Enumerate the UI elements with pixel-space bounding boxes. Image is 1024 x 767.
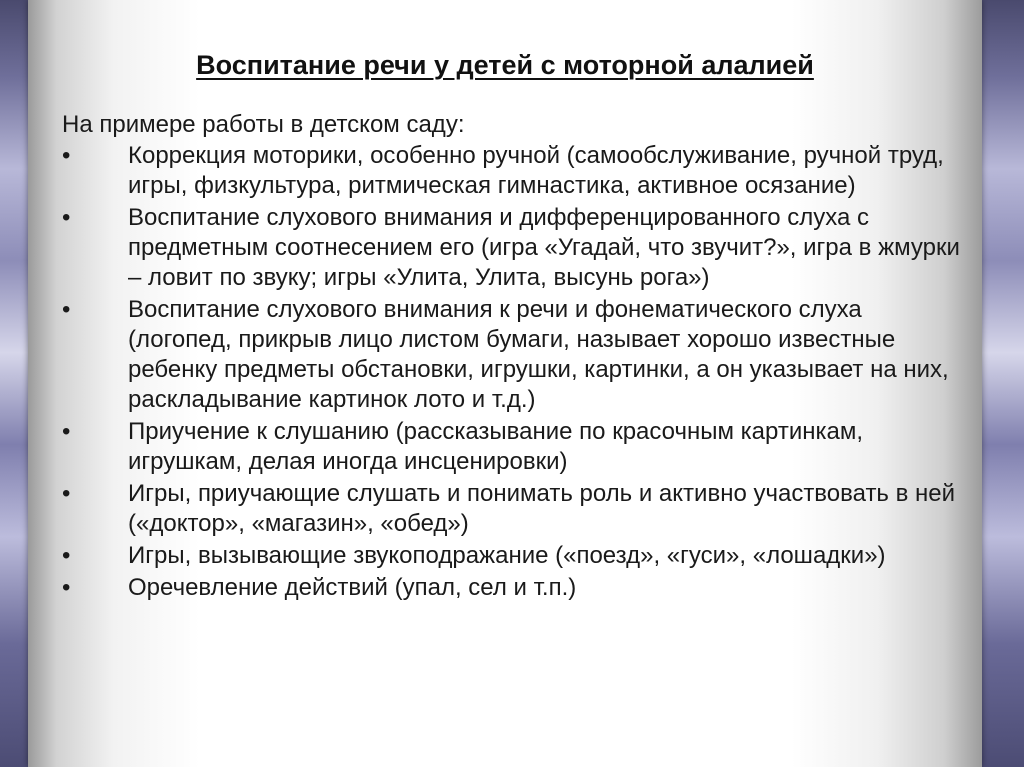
list-item-text: Оречевление действий (упал, сел и т.п.) <box>128 574 577 601</box>
bullet-icon: • <box>62 142 71 169</box>
list-item-text: Приучение к слушанию (рассказывание по красочным картинкам, игрушкам, делая иногда инсценировки) <box>128 418 864 475</box>
bullet-icon: • <box>62 542 71 569</box>
list-item-text: Воспитание слухового внимания и дифференцированного слуха с предметным соотнесением его (игра «Угадай, что звучит?», игра в жмурки – ловит по звуку; игры «Улита, Улита, высунь рога») <box>128 204 960 291</box>
slide-title <box>28 48 982 82</box>
slide-content <box>62 110 962 605</box>
list-item <box>62 203 962 293</box>
bullet-icon: • <box>62 418 71 445</box>
intro-text: На примере работы в детском саду: <box>62 111 465 138</box>
bullet-list <box>62 141 962 603</box>
slide <box>28 0 982 767</box>
bullet-icon: • <box>62 204 71 231</box>
bullet-icon: • <box>62 574 71 601</box>
list-item-text: Игры, вызывающие звукоподражание («поезд», «гуси», «лошадки») <box>128 542 886 569</box>
list-item <box>62 573 962 603</box>
list-item-text: Коррекция моторики, особенно ручной (самообслуживание, ручной труд, игры, физкультура, ритмическая гимнастика, активное осязание) <box>128 142 944 199</box>
list-item <box>62 295 962 415</box>
bullet-icon: • <box>62 296 71 323</box>
list-item <box>62 541 962 571</box>
list-item <box>62 479 962 539</box>
list-item-text: Игры, приучающие слушать и понимать роль и активно участвовать в ней («доктор», «магазин», «обед») <box>128 480 956 537</box>
list-item <box>62 417 962 477</box>
slide-title-text: Воспитание речи у детей с моторной алалией <box>196 50 814 80</box>
list-item <box>62 141 962 201</box>
bullet-icon: • <box>62 480 71 507</box>
list-item-text: Воспитание слухового внимания к речи и фонематического слуха (логопед, прикрыв лицо листом бумаги, называет хорошо известные ребенку предметы обстановки, игрушки, картинки, а он указывает на них, раскладывание картинок лото и т.д.) <box>128 296 949 413</box>
